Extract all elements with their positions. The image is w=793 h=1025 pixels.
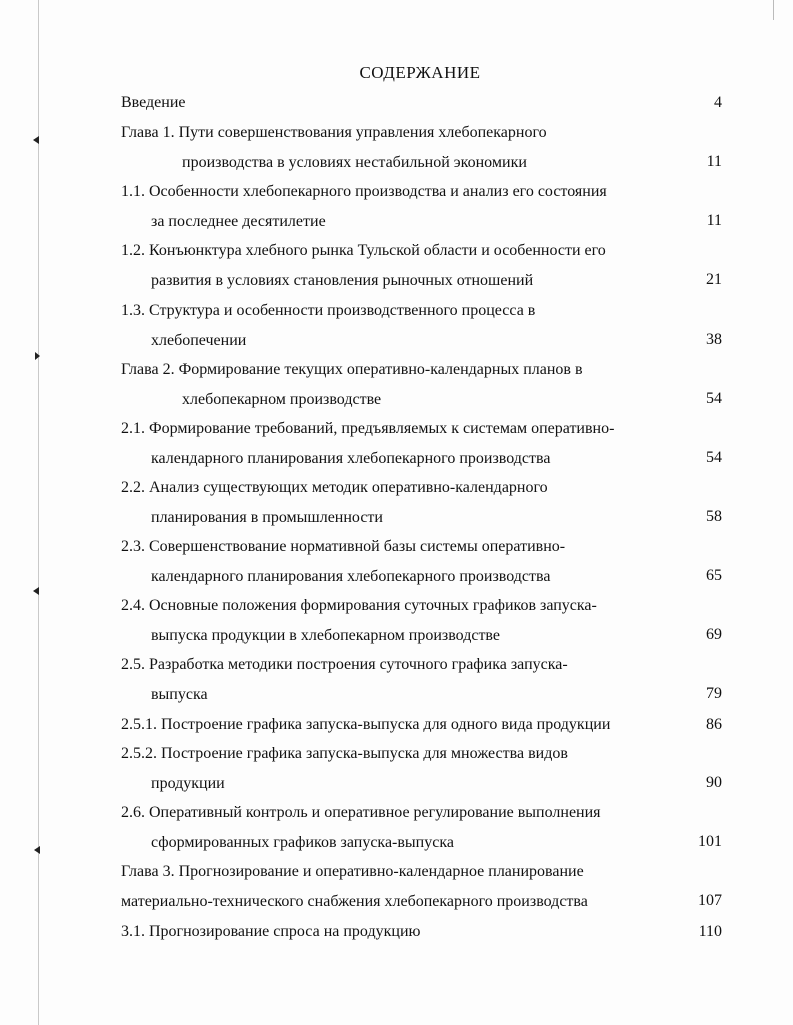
- toc-entry-text-cont: выпуска: [151, 685, 208, 703]
- toc-entry-text-cont: выпуска продукции в хлебопекарном производстве: [151, 626, 500, 644]
- toc-entry-text: 1.2. Конъюнктура хлебного рынка Тульской области и особенности его: [121, 242, 606, 259]
- toc-page-number: 79: [706, 685, 722, 702]
- toc-entry-section-3-1: [121, 917, 420, 947]
- toc-entry-section-2-3: [121, 532, 566, 585]
- toc-entry-section-2-5-2: [121, 739, 568, 792]
- toc-entry-text-cont: материально-технического снабжения хлебопекарного производства: [121, 892, 588, 910]
- toc-entry-text: Глава 3. Прогнозирование и оперативно-календарное планирование: [121, 863, 584, 880]
- toc-entry-section-2-5-1: [121, 710, 610, 740]
- toc-entry-text: 2.5. Разработка методики построения суточного графика запуска-: [121, 656, 568, 673]
- toc-page-number: 11: [706, 212, 722, 229]
- toc-page-number: 86: [706, 716, 722, 733]
- toc-entry-text: Глава 2. Формирование текущих оперативно-календарных планов в: [121, 361, 583, 378]
- margin-mark-icon: [35, 352, 40, 360]
- toc-entry-section-1-2: [121, 236, 606, 289]
- margin-mark-icon: [34, 846, 40, 854]
- toc-page-number: 54: [706, 390, 722, 407]
- toc-entry-section-2-1: [121, 414, 615, 467]
- toc-entry-text: 2.4. Основные положения формирования суточных графиков запуска-: [121, 597, 597, 614]
- toc-entry-text-cont: производства в условиях нестабильной экономики: [182, 153, 527, 171]
- toc-entry-section-1-1: [121, 177, 607, 230]
- margin-mark-icon: [33, 587, 39, 595]
- toc-entry-text: Введение: [121, 94, 186, 111]
- toc-entry-chapter-2: [121, 355, 583, 408]
- page-title: СОДЕРЖАНИЕ: [359, 63, 481, 82]
- toc-entry-text: Глава 1. Пути совершенствования управления хлебопекарного: [121, 124, 547, 141]
- scan-artifact-line: [773, 0, 774, 20]
- toc-entry-text-cont: планирования в промышленности: [151, 508, 383, 526]
- toc-entry-introduction: [121, 88, 186, 118]
- toc-entry-text: 1.1. Особенности хлебопекарного производства и анализ его состояния: [121, 183, 607, 200]
- toc-page-number: 110: [698, 923, 722, 940]
- toc-entry-text-cont: развития в условиях становления рыночных отношений: [151, 271, 534, 289]
- toc-entry-text: 2.3. Совершенствование нормативной базы системы оперативно-: [121, 538, 566, 555]
- toc-entry-text-cont: календарного планирования хлебопекарного производства: [151, 449, 551, 467]
- toc-page-number: 69: [706, 626, 722, 643]
- toc-entry-text-cont: сформированных графиков запуска-выпуска: [151, 833, 454, 851]
- toc-page-number: 54: [706, 449, 722, 466]
- toc-page-number: 101: [698, 833, 722, 850]
- toc-page-number: 21: [706, 271, 722, 288]
- toc-entry-text-cont: за последнее десятилетие: [151, 212, 326, 230]
- toc-entry-text: 2.1. Формирование требований, предъявляемых к системам оперативно-: [121, 420, 615, 437]
- toc-page-number: 90: [706, 774, 722, 791]
- toc-entry-section-2-2: [121, 473, 548, 526]
- toc-entry-text-cont: хлебопечении: [151, 331, 247, 349]
- toc-page-number: 38: [706, 331, 722, 348]
- toc-entry-text-cont: продукции: [151, 774, 225, 792]
- toc-entry-text: 2.5.2. Построение графика запуска-выпуска для множества видов: [121, 745, 568, 762]
- toc-entry-section-2-4: [121, 591, 597, 644]
- toc-page-number: 4: [714, 94, 722, 111]
- toc-entry-chapter-3: [121, 857, 588, 910]
- toc-page-number: 65: [706, 567, 722, 584]
- toc-entry-text: 2.5.1. Построение графика запуска-выпуска для одного вида продукции: [121, 716, 611, 733]
- page-edge-line: [38, 0, 39, 1025]
- toc-page-number: 107: [698, 892, 722, 909]
- toc-entry-text: 3.1. Прогнозирование спроса на продукцию: [121, 923, 421, 940]
- margin-mark-icon: [33, 136, 39, 144]
- toc-entry-text: 2.2. Анализ существующих методик оперативно-календарного: [121, 479, 548, 496]
- toc-entry-text: 2.6. Оперативный контроль и оперативное регулирование выполнения: [121, 804, 601, 821]
- toc-entry-text-cont: хлебопекарном производстве: [182, 390, 382, 408]
- toc-entry-text: 1.3. Структура и особенности производственного процесса в: [121, 302, 536, 319]
- toc-entry-section-2-5: [121, 650, 568, 703]
- toc-entry-chapter-1: [121, 118, 547, 171]
- toc-page-number: 11: [706, 153, 722, 170]
- toc-page-number: 58: [706, 508, 722, 525]
- toc-entry-section-2-6: [121, 798, 601, 851]
- toc-entry-section-1-3: [121, 296, 536, 349]
- toc-entry-text-cont: календарного планирования хлебопекарного производства: [151, 567, 551, 585]
